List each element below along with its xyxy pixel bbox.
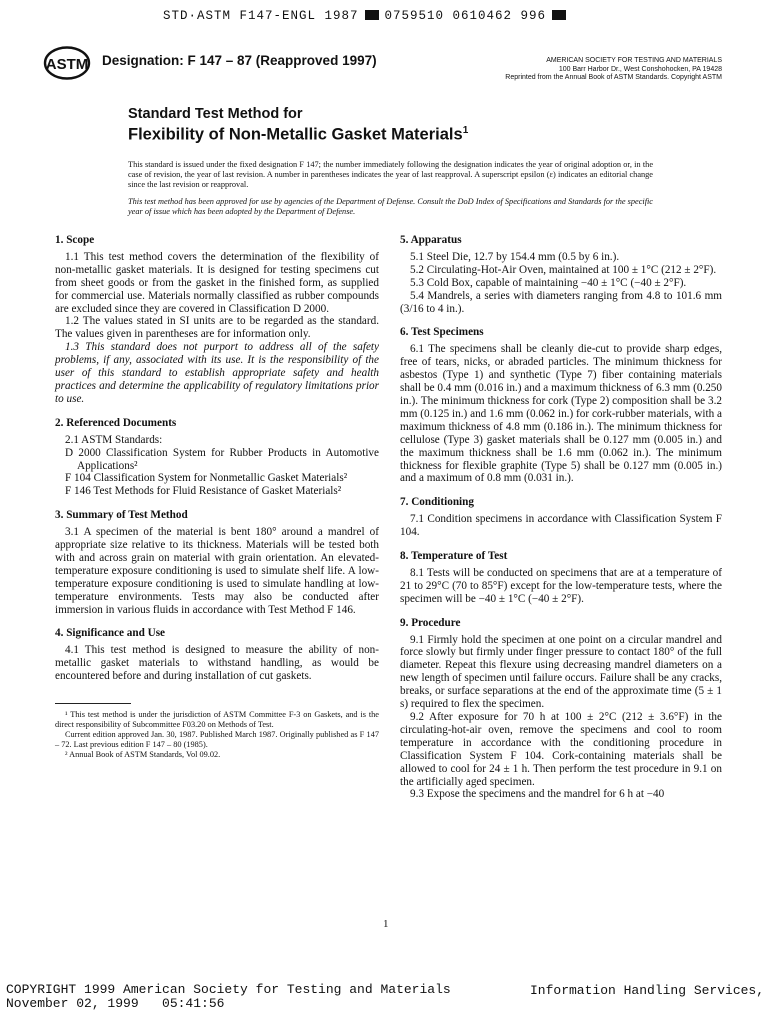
- section-apparatus: [400, 234, 722, 315]
- reference-f104: F 104 Classification System for Nonmetallic Gasket Materials²: [65, 472, 348, 485]
- astm-logo-text: ASTM: [45, 56, 89, 73]
- section-heading: 2. Referenced Documents: [55, 416, 177, 429]
- footer-provider: Information Handling Services,: [530, 983, 765, 998]
- section-heading: 9. Procedure: [400, 616, 461, 629]
- paragraph-9-1: 9.1 Firmly hold the specimen at one point on a circular mandrel and force slowly but firmly under finger pressure to contact 180° of the full diameter. Repeat this flexure using decreasing mandrel diameters on a new length of specimen until failure occurs. Failure shall be any cracks, breaks, or surface separations at the end of the approximate time (5 ± 1 s) required to flex the specimen.: [400, 633, 722, 711]
- paragraph-5-3: 5.3 Cold Box, capable of maintaining −40 ± 1°C (−40 ± 2°F).: [410, 276, 687, 289]
- footnote-divider: [55, 703, 131, 704]
- section-heading: 4. Significance and Use: [55, 627, 166, 640]
- paragraph-1-2: 1.2 The values stated in SI units are to be regarded as the standard. The values given in parentheses are for information only.: [55, 315, 379, 341]
- section-scope: [55, 234, 379, 406]
- section-heading: 1. Scope: [55, 234, 95, 246]
- paragraph-5-1: 5.1 Steel Die, 12.7 by 154.4 mm (0.5 by 6 in.).: [410, 250, 620, 263]
- publisher-reprint-note: Reprinted from the Annual Book of ASTM Standards. Copyright ASTM: [505, 74, 722, 81]
- footnote-2: ² Annual Book of ASTM Standards, Vol 09.02.: [65, 750, 221, 760]
- barcode-block-icon: [365, 10, 379, 20]
- paragraph-4-1: 4.1 This test method is designed to measure the ability of non-metallic gasket materials to withstand handling, as would be encountered before and during installation of cut gaskets.: [55, 644, 379, 683]
- paragraph-5-2: 5.2 Circulating-Hot-Air Oven, maintained at 100 ± 1°C (212 ± 2°F).: [410, 263, 717, 276]
- paragraph-9-2: 9.2 After exposure for 70 h at 100 ± 2°C (212 ± 3.6°F) in the circulating-hot-air oven, remove the specimens and cool to room temperature in accordance with the conditioning procedure in Classification System F 104. Cork-containing materials shall be allowed to cool for 24 ± 1 h. Then perform the test procedure in 9.1 on the artificially aged specimen.: [400, 711, 722, 788]
- paragraph-5-4: 5.4 Mandrels, a series with diameters ranging from 4.8 to 101.6 mm (3/16 to 4 in.).: [400, 289, 722, 315]
- reference-d2000: D 2000 Classification System for Rubber Products in Automotive Applications²: [65, 446, 379, 472]
- designation: Designation: F 147 – 87 (Reapproved 1997): [102, 53, 377, 68]
- dod-notice: This test method has been approved for use by agencies of the Department of Defense. Consult the DoD Index of Specifications and Standards for the specific year of issue which has been adopted by the Department of Defense.: [128, 197, 653, 216]
- paragraph-7-1: 7.1 Condition specimens in accordance with Classification System F 104.: [400, 513, 722, 539]
- section-temperature: [400, 550, 722, 606]
- document-title: [128, 106, 468, 145]
- publisher-address: 100 Barr Harbor Dr., West Conshohocken, PA 19428: [558, 65, 722, 73]
- title-line-2: [128, 125, 468, 145]
- section-heading: 5. Apparatus: [400, 234, 462, 246]
- publisher-info: [505, 57, 722, 83]
- paragraph-1-1: 1.1 This test method covers the determination of the flexibility of non-metallic gasket materials. It is designed for testing specimens cut from sheet goods or from the gasket in the finished form, as supplied for commercial use. Materials normally classified as rubber compounds are excluded since they are covered in Classification D 2000.: [55, 250, 379, 315]
- scan-header: [163, 9, 572, 23]
- left-column: [55, 234, 379, 760]
- section-heading: 3. Summary of Test Method: [55, 509, 188, 522]
- footnote-edition: Current edition approved Jan. 30, 1987. Published March 1987. Originally published as F 147 – 72. Last previous edition F 147 – 80 (1985).: [55, 730, 379, 750]
- paragraph-8-1: 8.1 Tests will be conducted on specimens that are at a temperature of 21 to 29°C (70 to 85°F) except for the low-temperature tests, where the specimen will be −40 ± 1°C (−40 ± 2°F).: [400, 566, 722, 605]
- section-procedure: [400, 617, 722, 802]
- copyright-footer: [6, 983, 451, 1011]
- page-number: 1: [383, 918, 389, 930]
- barcode-block-icon: [552, 10, 566, 20]
- section-heading: 8. Temperature of Test: [400, 550, 508, 563]
- title-line-1: Standard Test Method for: [128, 106, 303, 122]
- footer-date: November 02, 1999 05:41:56: [6, 996, 225, 1011]
- footer-copyright: COPYRIGHT 1999 American Society for Testing and Materials: [6, 982, 451, 997]
- section-summary: [55, 509, 379, 616]
- paragraph-6-1: 6.1 The specimens shall be cleanly die-cut to provide sharp edges, free of tears, nicks, or abraded particles. The minimum thickness for asbestos (Type 1) and synthetic (Type 7) fiber containing materials shall be 0.4 mm (0.016 in.) and a maximum thickness of 6.3 mm (0.250 in.). The minimum thickness for cork (Type 2) composition shall be 3.2 mm (0.125 in.) and 1.6 mm (0.062 in.) for cork-rubber materials, with a maximum thickness of 4.8 mm (0.186 in.). The minimum thickness for cellulose (Type 3) gasket materials shall be 0.127 mm (0.005 in.) and the maximum thickness shall be 1.6 mm (0.062 in.). The minimum thickness for flexible graphite (Type 5) shall be 0.127 mm (0.005 in.) and a maximum of 0.8 mm (0.031 in.).: [400, 343, 722, 485]
- title-footnote-mark: 1: [462, 125, 469, 136]
- right-column: [400, 234, 722, 812]
- section-conditioning: [400, 496, 722, 539]
- section-significance: [55, 627, 379, 683]
- paragraph-2-1: 2.1 ASTM Standards:: [65, 433, 163, 446]
- scan-header-right: 0759510 0610462 996: [384, 9, 547, 23]
- paragraph-3-1: 3.1 A specimen of the material is bent 180° around a mandrel of appropriate size relative to its thickness. Materials will be tested both with and across grain on material with grain orientation. An elevated-temperature exposure conditioning is used to simulate shelf life. A low-temperature exposure conditioning is used to simulate handling at low-temperature environments. Tests may also be conducted after immersion in various fluids in accordance with Test Method F 146.: [55, 526, 379, 616]
- section-heading: 6. Test Specimens: [400, 326, 484, 339]
- scan-header-left: STD·ASTM F147-ENGL 1987: [163, 9, 359, 23]
- footnote-1: ¹ This test method is under the jurisdiction of ASTM Committee F-3 on Gaskets, and is the direct responsibility of Subcommittee F03.20 on Methods of Test.: [55, 710, 379, 730]
- astm-logo-icon: [43, 46, 91, 80]
- section-test-specimens: [400, 326, 722, 485]
- title-line-2-text: Flexibility of Non-Metallic Gasket Materials: [128, 125, 463, 144]
- publisher-name: AMERICAN SOCIETY FOR TESTING AND MATERIALS: [546, 57, 722, 64]
- paragraph-1-3: 1.3 This standard does not purport to address all of the safety problems, if any, associated with its use. It is the responsibility of the user of this standard to establish appropriate safety and health practices and determine the applicability of regulatory limitations prior to use.: [55, 341, 379, 405]
- paragraph-9-3: 9.3 Expose the specimens and the mandrel for 6 h at −40: [410, 788, 665, 801]
- reference-f146: F 146 Test Methods for Fluid Resistance of Gasket Materials²: [65, 485, 342, 498]
- section-heading: 7. Conditioning: [400, 496, 474, 509]
- standard-notice: This standard is issued under the fixed designation F 147; the number immediately following the designation indicates the year of original adoption or, in the case of revision, the year of last revision. A number in parentheses indicates the year of last reapproval. A superscript epsilon (ε) indicates an editorial change since the last revision or reapproval.: [128, 160, 653, 189]
- section-referenced-documents: [55, 417, 379, 498]
